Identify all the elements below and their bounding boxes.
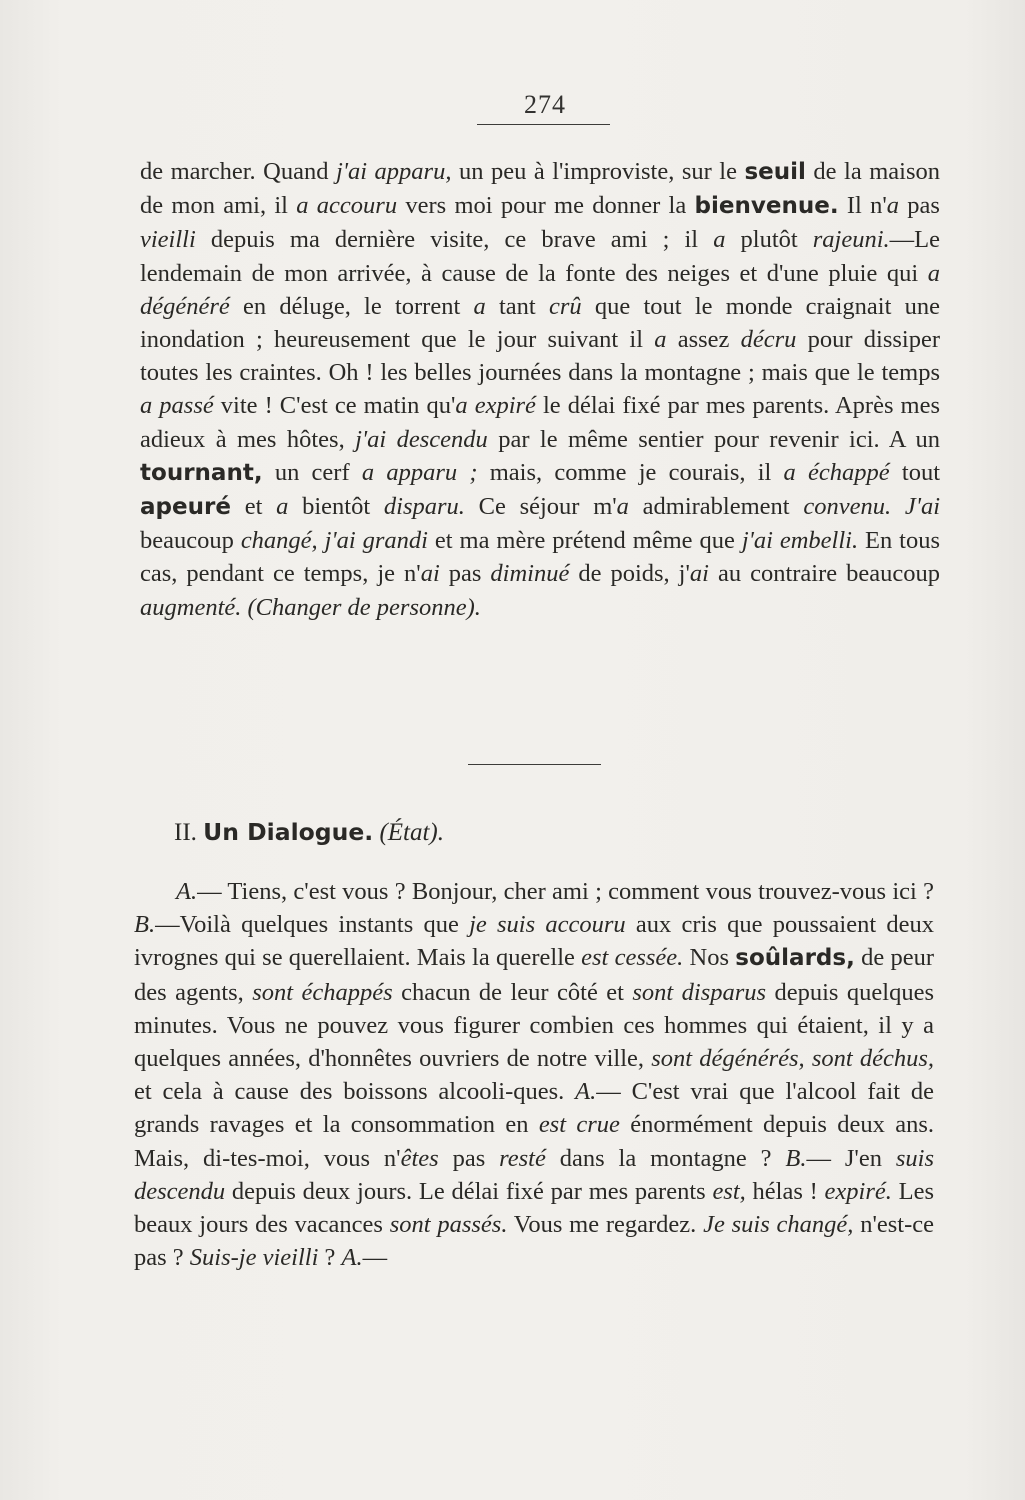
text-run: bientôt (288, 493, 384, 521)
text-run: dans la montagne ? (545, 1144, 786, 1172)
italic-text: a (654, 326, 667, 354)
italic-text: a (886, 192, 900, 220)
italic-text: je suis accouru (469, 911, 626, 939)
text-run: ? (318, 1244, 342, 1272)
text-run: par le même sentier pour revenir ici. A un (487, 425, 940, 453)
heading-number: II. (174, 819, 197, 846)
text-run: pas (439, 560, 491, 588)
italic-text: êtes (400, 1144, 439, 1172)
italic-text: a (713, 226, 726, 254)
text-run: depuis ma dernière visite, ce brave ami ; il (195, 226, 714, 254)
italic-text: changé, j'ai grandi (240, 527, 428, 555)
italic-text: a expiré (455, 392, 536, 420)
text-run: — (362, 1244, 388, 1272)
italic-text: a (616, 493, 629, 521)
text-run: En tous cas, pendant ce temps, je n' (140, 527, 941, 588)
italic-text: A. (341, 1244, 363, 1272)
text-run: hélas ! (745, 1177, 825, 1205)
italic-text: sont dégénérés, sont déchus, (651, 1045, 934, 1073)
italic-text: j'ai descendu (355, 425, 488, 453)
italic-text: A. (575, 1078, 597, 1106)
italic-text: crû (548, 292, 582, 320)
text-run: — J'en (806, 1144, 896, 1172)
italic-text: décru (740, 326, 797, 354)
italic-text: a dégénéré (140, 259, 940, 320)
text-run: pas (899, 192, 940, 220)
bold-term: tournant, (140, 459, 263, 486)
text-run: aux cris que poussaient deux ivrognes qui se querellaient. Mais la querelle (134, 911, 934, 972)
italic-text: est crue (538, 1111, 620, 1139)
italic-text: A. (176, 878, 198, 905)
text-run: depuis quelques minutes. Vous ne pouvez vous figurer combien ces hommes qui étaient, il y a quelques années, d'honnêtes ouvriers de notre ville, (134, 978, 934, 1073)
text-run: pas (438, 1144, 500, 1172)
text-run: —Voilà quelques instants que (155, 911, 470, 939)
italic-text: B. (134, 911, 156, 939)
text-run: —Le lendemain de mon arrivée, à cause de la fonte des neiges et d'une pluie qui (140, 226, 941, 287)
text-run: que tout le monde craignait une inondation ; heureusement que le jour suivant il (140, 292, 940, 354)
italic-text: a échappé (783, 458, 890, 486)
italic-text: j'ai embelli. (741, 527, 859, 555)
italic-text: a apparu ; (361, 458, 478, 486)
text-run: vers moi pour me donner la (397, 192, 695, 220)
italic-text: est, (712, 1177, 746, 1205)
italic-text: sont disparus (632, 978, 767, 1006)
italic-text: disparu. (383, 493, 465, 521)
section-heading (174, 818, 444, 847)
heading-title: Un Dialogue. (203, 818, 374, 846)
italic-text: a (473, 292, 486, 320)
italic-text: est cessée. (581, 944, 684, 972)
italic-text: resté (499, 1144, 546, 1172)
paragraph-dialogue (134, 875, 934, 1274)
text-run: un cerf (262, 458, 362, 486)
text-run: admirablement (628, 493, 804, 521)
text-run: vite ! C'est ce matin qu' (213, 392, 456, 420)
heading-note: (État). (379, 819, 445, 846)
page-number: 274 (524, 90, 566, 119)
text-run: n'est-ce pas ? (134, 1211, 934, 1272)
bold-term: bienvenue. (694, 193, 839, 220)
italic-text: a (276, 493, 289, 521)
text-run: tout (889, 458, 940, 486)
text-run: Il n' (838, 192, 887, 220)
text-run: et cela à cause des boissons alcooli-ques. (134, 1078, 576, 1106)
text-run: de la maison de mon ami, il (140, 158, 941, 220)
text-run: de poids, j' (569, 560, 690, 588)
text-run: de marcher. Quand (140, 158, 336, 185)
text-run: depuis deux jours. Le délai fixé par mes parents (225, 1177, 713, 1205)
bold-term: soûlards, (735, 945, 855, 972)
text-run: Nos (683, 944, 736, 972)
text-run: un peu à l'improviste, sur le (451, 158, 745, 185)
italic-text: convenu. J'ai (803, 493, 940, 521)
text-run: — Tiens, c'est vous ? Bonjour, cher ami ; comment vous trouvez-vous ici ? (197, 878, 934, 905)
italic-text: j'ai apparu, (335, 158, 452, 185)
italic-text: ai (420, 560, 440, 588)
section-divider-rule (468, 764, 601, 765)
text-run: Vous me regardez. (507, 1211, 704, 1239)
text-run: assez (666, 326, 741, 354)
bold-term: seuil (744, 159, 806, 185)
text-run: beaucoup (140, 527, 241, 555)
italic-text: rajeuni. (812, 226, 890, 254)
text-run: et (230, 493, 277, 521)
text-run: Les beaux jours des vacances (134, 1177, 934, 1239)
paragraph-changer-de-personne (140, 155, 940, 624)
text-run: et ma mère prétend même que (428, 527, 742, 555)
italic-text: a passé (140, 392, 214, 420)
text-run: pour dissiper toutes les craintes. Oh ! les belles journées dans la montagne ; mais que le temps (140, 326, 940, 387)
text-run: le délai fixé par mes parents. Après mes adieux à mes hôtes, (140, 392, 940, 453)
italic-text: B. (785, 1144, 807, 1172)
text-run: chacun de leur côté et (392, 978, 633, 1006)
text-run: tant (485, 292, 549, 320)
italic-text: Je suis changé, (703, 1211, 854, 1239)
italic-text: expiré. (824, 1177, 892, 1205)
text-run: énormément depuis deux ans. Mais, di-tes-moi, vous n' (134, 1111, 935, 1172)
text-run: en déluge, le torrent (229, 292, 474, 320)
text-run: au contraire beaucoup (708, 560, 940, 588)
italic-text: vieilli (140, 226, 196, 254)
text-run: plutôt (725, 226, 813, 254)
text-run: de peur des agents, (134, 944, 934, 1006)
text-run: mais, comme je courais, il (477, 458, 784, 486)
header-rule (477, 124, 610, 125)
italic-text: augmenté. (Changer de personne). (140, 593, 481, 621)
italic-text: ai (689, 560, 709, 588)
text-run: Ce séjour m' (464, 493, 617, 521)
bold-term: apeuré (140, 494, 231, 521)
italic-text: Suis-je vieilli (189, 1244, 319, 1272)
text-run: — C'est vrai que l'alcool fait de grands ravages et la consommation en (134, 1078, 935, 1139)
italic-text: sont échappés (252, 978, 393, 1006)
italic-text: diminué (490, 560, 570, 588)
italic-text: suis descendu (134, 1144, 935, 1205)
italic-text: sont passés. (389, 1211, 508, 1239)
italic-text: a accouru (296, 192, 398, 220)
